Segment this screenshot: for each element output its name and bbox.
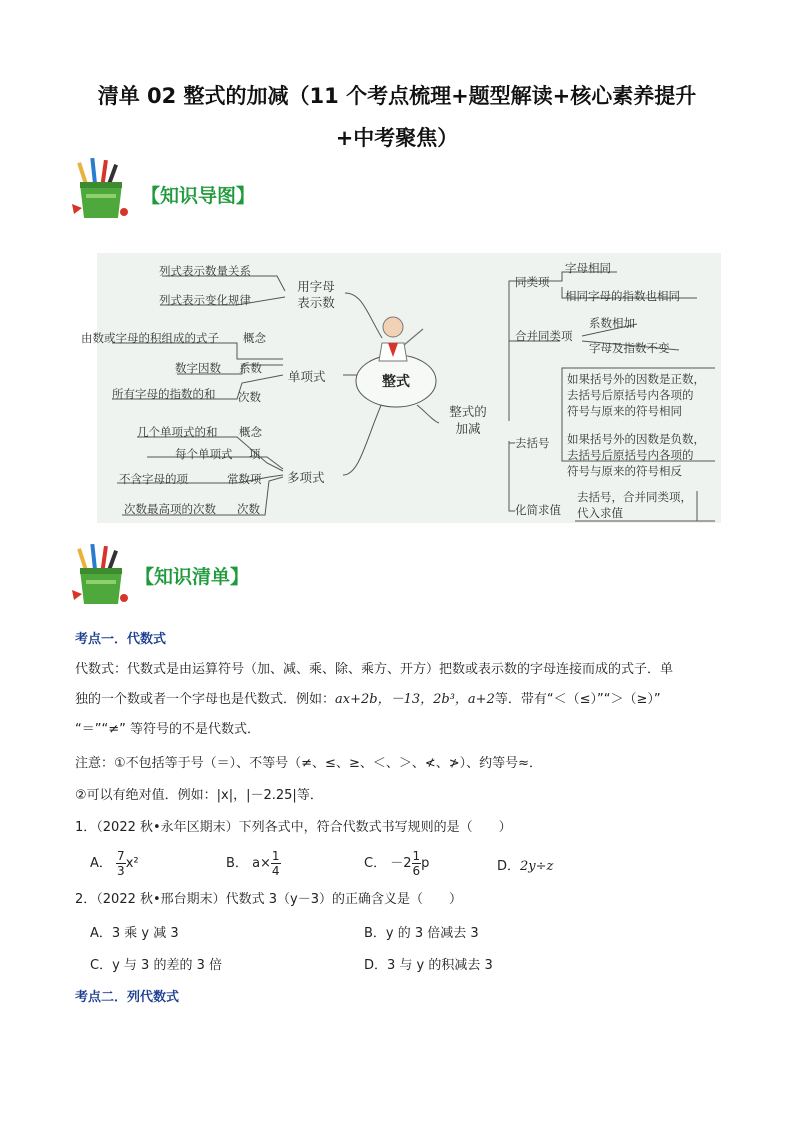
q2-option-d: D．3 与 y 的积减去 3 bbox=[364, 958, 493, 973]
knowledge-list-header: 【知识清单】 bbox=[135, 566, 250, 588]
question-1: 1．（2022 秋•永年区期末）下列各式中，符合代数式书写规则的是（ ） bbox=[75, 820, 512, 835]
mindmap-item: 次数最高项的次数 bbox=[124, 502, 216, 516]
mindmap-branch: 化简求值 bbox=[515, 503, 561, 517]
pencil-cup-icon bbox=[72, 158, 130, 222]
q1-option-a: A． $\frac{7}{3}$ x² bbox=[90, 849, 139, 878]
definition-line: 独的一个数或者一个字母也是代数式．例如：ax+2b，－13，2b³，a+2等．带有“＜（≤）”“＞（≥）” bbox=[75, 692, 661, 707]
mindmap-tag: 次数 bbox=[237, 502, 260, 516]
mindmap-section-header: 【知识导图】 bbox=[141, 185, 256, 207]
mindmap-tag: 常数项 bbox=[227, 472, 262, 486]
mindmap-panel bbox=[81, 253, 721, 523]
mindmap-branch: 同类项 bbox=[515, 275, 550, 289]
mindmap-item: 每个单项式 bbox=[175, 447, 233, 461]
teacher-figure-icon bbox=[379, 317, 423, 361]
mindmap-item: 系数相加 bbox=[589, 316, 635, 330]
mindmap-tag: 概念 bbox=[243, 331, 266, 345]
topic-heading: 考点一．代数式 bbox=[75, 632, 167, 647]
q1-option-b: B． a× $\frac{1}{4}$ bbox=[226, 849, 280, 878]
mindmap-node-monomial: 单项式 bbox=[288, 369, 326, 384]
mindmap-branch: 合并同类项 bbox=[515, 329, 573, 343]
topic-heading: 考点二．列代数式 bbox=[75, 990, 180, 1005]
mindmap-item: 由数或字母的积组成的式子 bbox=[81, 331, 219, 345]
note-line: ②可以有绝对值．例如：|x|，|－2.25|等． bbox=[75, 788, 323, 803]
mindmap-item: 数字因数 bbox=[175, 361, 221, 375]
mindmap-item: 相同字母的指数也相同 bbox=[565, 289, 680, 303]
mindmap-item: 列式表示数量关系 bbox=[159, 264, 251, 278]
mindmap-node-add-subtract: 整式的 加减 bbox=[449, 404, 487, 436]
q1-option-c: C． －2 $\frac{1}{6}$ p bbox=[364, 849, 430, 878]
document-title-line1: 清单 02 整式的加减（11 个考点梳理+题型解读+核心素养提升 bbox=[97, 84, 697, 108]
q2-option-b: B．y 的 3 倍减去 3 bbox=[364, 926, 479, 941]
mindmap-item: 所有字母的指数的和 bbox=[112, 387, 216, 401]
document-title-line2: +中考聚焦） bbox=[335, 126, 459, 150]
mindmap-tag: 概念 bbox=[239, 425, 262, 439]
definition-line: 代数式：代数式是由运算符号（加、减、乘、除、乘方、开方）把数或表示数的字母连接而成的式子．单 bbox=[75, 662, 674, 677]
mindmap-node-letters: 用字母 表示数 bbox=[297, 279, 335, 310]
mindmap-item: 几个单项式的和 bbox=[137, 425, 218, 439]
mindmap-item: 不含字母的项 bbox=[119, 472, 188, 486]
mindmap-item: 字母及指数不变 bbox=[589, 341, 670, 355]
q2-option-c: C．y 与 3 的差的 3 倍 bbox=[90, 958, 222, 973]
mindmap-tag: 项 bbox=[249, 447, 261, 461]
mindmap-item: 去括号，合并同类项， 代入求值 bbox=[577, 490, 692, 520]
question-2: 2．（2022 秋•邢台期末）代数式 3（y－3）的正确含义是（ ） bbox=[75, 892, 463, 907]
mindmap-item: 如果括号外的因数是负数， 去括号后原括号内各项的 符号与原来的符号相反 bbox=[567, 432, 705, 478]
mindmap-branch: 去括号 bbox=[515, 436, 550, 450]
definition-line: “＝”“≠” 等符号的不是代数式． bbox=[75, 722, 260, 737]
pencil-cup-icon bbox=[72, 544, 130, 608]
q2-option-a: A．3 乘 y 减 3 bbox=[90, 926, 179, 941]
mindmap-tag: 系数 bbox=[239, 361, 262, 375]
mindmap-node-polynomial: 多项式 bbox=[287, 470, 325, 485]
mindmap-tag: 次数 bbox=[238, 390, 261, 404]
mindmap-item: 如果括号外的因数是正数， 去括号后原括号内各项的 符号与原来的符号相同 bbox=[567, 372, 705, 418]
mindmap-item: 字母相同 bbox=[565, 261, 611, 275]
q1-option-d: D．2y÷z bbox=[497, 859, 554, 874]
note-line: 注意：①不包括等于号（＝）、不等号（≠、≤、≥、＜、＞、≮、≯）、约等号≈． bbox=[75, 756, 543, 771]
mindmap-item: 列式表示变化规律 bbox=[159, 293, 251, 307]
mindmap-center: 整式 bbox=[382, 374, 410, 390]
